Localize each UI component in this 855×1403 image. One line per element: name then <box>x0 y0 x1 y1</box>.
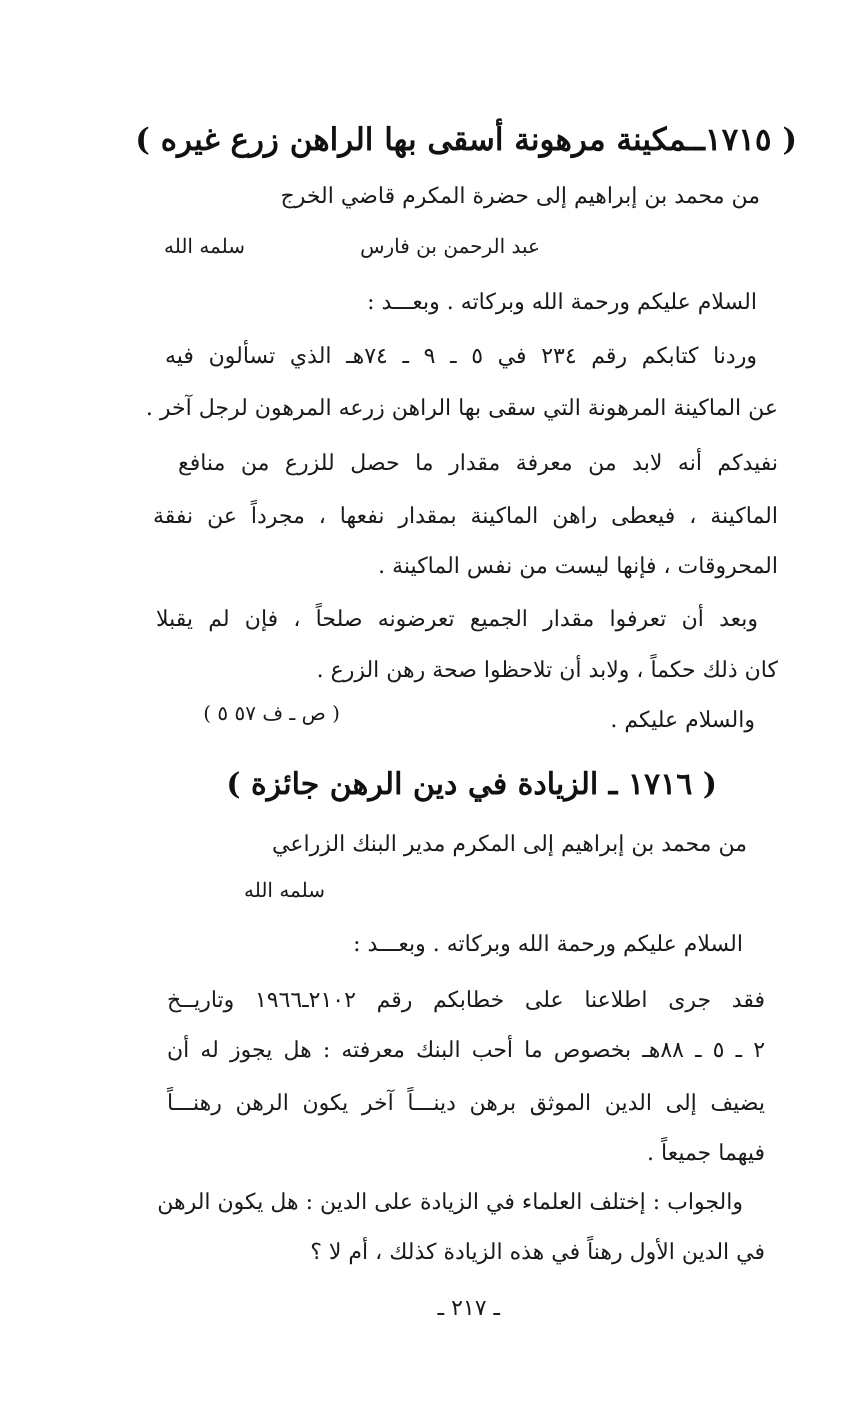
section-1716-body-line-6: في الدين الأول رهناً في هذه الزيادة كذلك ، أم لا ؟ <box>310 1240 765 1265</box>
section-1715-from-line: من محمد بن إبراهيم إلى حضرة المكرم قاضي الخرج <box>280 184 760 209</box>
section-1715-closing: والسلام عليكم . <box>610 708 755 733</box>
section-1716-from-line: من محمد بن إبراهيم إلى المكرم مدير البنك الزراعي <box>272 832 747 857</box>
section-1715-title: ( ١٧١٥ــمكينة مرهونة أسقى بها الراهن زرع غيره ) <box>135 122 797 158</box>
section-1716-body-line-2: ٢ ـ ٥ ـ ٨٨هـ بخصوص ما أحب البنك معرفته : هل يجوز له أن <box>167 1038 766 1063</box>
section-1715-recipient-name: عبد الرحمن بن فارس <box>360 234 540 258</box>
section-1716-title: ( ١٧١٦ ـ الزيادة في دين الرهن جائزة ) <box>226 767 717 802</box>
section-1715-body-line-1: وردنا كتابكم رقم ٢٣٤ في ٥ ـ ٩ ـ ٧٤هـ الذي تسألون فيه <box>165 344 757 369</box>
section-1716-body-line-4: فيهما جميعاً . <box>647 1141 765 1166</box>
section-1715-reference: ( ص ـ ف ٥٧ ٥ ) <box>203 701 340 725</box>
section-1716-body-line-1: فقد جرى اطلاعنا على خطابكم رقم ٢١٠٢ـ١٩٦٦ وتاريــخ <box>167 988 765 1013</box>
section-1715-body-line-3: نفيدكم أنه لابد من معرفة مقدار ما حصل للزرع من منافع <box>178 451 778 476</box>
page-number: ـ ٢١٧ ـ <box>437 1296 500 1321</box>
section-1716-body-line-3: يضيف إلى الدين الموثق برهن دينـــاً آخر يكون الرهن رهنـــاً <box>167 1091 765 1116</box>
section-1715-greeting: السلام عليكم ورحمة الله وبركاته . وبعـــد : <box>367 290 757 315</box>
section-1715-recipient-blessing: سلمه الله <box>163 234 245 258</box>
section-1715-body-line-5: المحروقات ، فإنها ليست من نفس الماكينة . <box>378 554 778 579</box>
section-1716-body-line-5: والجواب : إختلف العلماء في الزيادة على الدين : هل يكون الرهن <box>157 1190 743 1215</box>
section-1716-recipient-blessing: سلمه الله <box>243 878 325 902</box>
section-1715-body-line-6: وبعد أن تعرفوا مقدار الجميع تعرضونه صلحاً ، فإن لم يقبلا <box>156 607 758 632</box>
section-1715-body-line-7: كان ذلك حكماً ، ولابد أن تلاحظوا صحة رهن الزرع . <box>316 658 778 683</box>
section-1715-body-line-2: عن الماكينة المرهونة التي سقى بها الراهن زرعه المرهون لرجل آخر . <box>145 396 778 421</box>
section-1716-greeting: السلام عليكم ورحمة الله وبركاته . وبعـــد : <box>353 932 743 957</box>
section-1715-body-line-4: الماكينة ، فيعطى راهن الماكينة بمقدار نفعها ، مجرداً عن نفقة <box>153 504 778 529</box>
